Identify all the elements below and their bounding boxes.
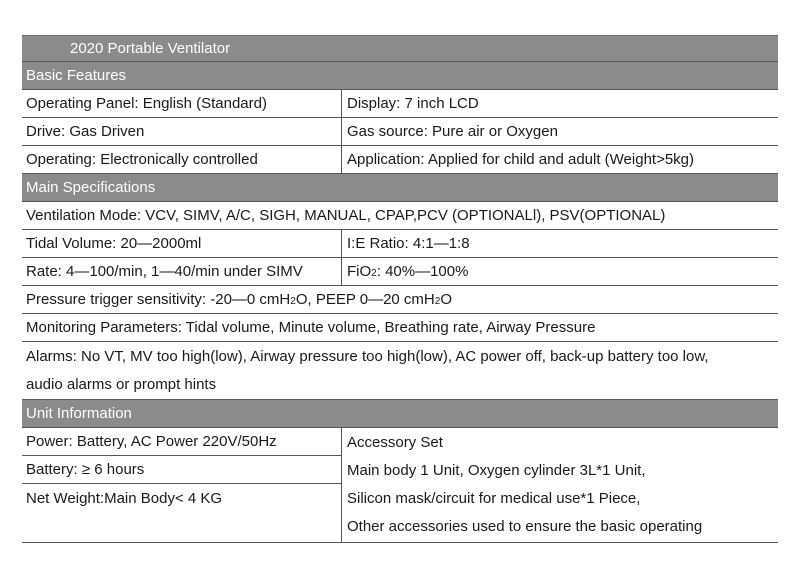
table-row [22, 258, 778, 286]
table-row [22, 90, 778, 118]
alarms-line-1: Alarms: No VT, MV too high(low), Airway pressure too high(low), AC power off, back-up battery too low, [26, 347, 709, 365]
accessory-column [342, 428, 778, 542]
pressure-subscript-1: 2 [290, 296, 296, 307]
unit-left-column [22, 428, 342, 542]
net-weight-cell: Net Weight:Main Body< 4 KG [26, 489, 223, 507]
accessory-line-1: Main body 1 Unit, Oxygen cylinder 3L*1 Unit, [347, 461, 646, 479]
table-row [22, 230, 778, 258]
ie-ratio-cell: I:E Ratio: 4:1—1:8 [347, 235, 470, 252]
fio2-cell [342, 258, 778, 285]
monitoring-row: Monitoring Parameters: Tidal volume, Minute volume, Breathing rate, Airway Pressure [22, 314, 778, 342]
ventilation-mode-row: Ventilation Mode: VCV, SIMV, A/C, SIGH, MANUAL, CPAP,PCV (OPTIONALl), PSV(OPTIONAL) [22, 202, 778, 230]
table-row [22, 146, 778, 174]
tidal-volume-cell: Tidal Volume: 20—2000ml [22, 230, 342, 257]
fio2-subscript: 2 [371, 268, 377, 279]
fio2-suffix: : 40%—100% [376, 263, 469, 280]
section-basic-features: Basic Features [22, 62, 778, 90]
pressure-trigger-row [22, 286, 778, 314]
battery-cell: Battery: ≥ 6 hours [22, 456, 341, 484]
unit-info-block [22, 428, 778, 543]
pressure-prefix: Pressure trigger sensitivity: -20—0 cmH [26, 291, 291, 308]
operating-panel-cell: Operating Panel: English (Standard) [22, 90, 342, 117]
application-cell: Application: Applied for child and adult (Weight>5kg) [347, 151, 695, 168]
pressure-suffix: O [440, 291, 452, 308]
accessory-title: Accessory Set [347, 433, 443, 451]
accessory-line-2: Silicon mask/circuit for medical use*1 Piece, [347, 489, 641, 507]
table-row [22, 118, 778, 146]
drive-cell: Drive: Gas Driven [22, 118, 342, 145]
spec-table [22, 35, 778, 543]
rate-cell: Rate: 4—100/min, 1—40/min under SIMV [22, 258, 342, 285]
gas-source-cell: Gas source: Pure air or Oxygen [347, 123, 558, 140]
power-cell: Power: Battery, AC Power 220V/50Hz [22, 428, 341, 456]
alarms-line-2: audio alarms or prompt hints [26, 375, 217, 393]
operating-cell: Operating: Electronically controlled [22, 146, 342, 173]
pressure-mid: O, PEEP 0—20 cmH [295, 291, 435, 308]
product-title: 2020 Portable Ventilator [22, 35, 778, 62]
display-cell: Display: 7 inch LCD [347, 95, 479, 112]
section-unit-information: Unit Information [22, 400, 778, 428]
fio2-prefix: FiO [347, 263, 372, 280]
section-main-specifications: Main Specifications [22, 174, 778, 202]
alarms-row [22, 342, 778, 400]
pressure-subscript-2: 2 [434, 296, 441, 307]
accessory-line-3: Other accessories used to ensure the basic operating [347, 517, 703, 535]
